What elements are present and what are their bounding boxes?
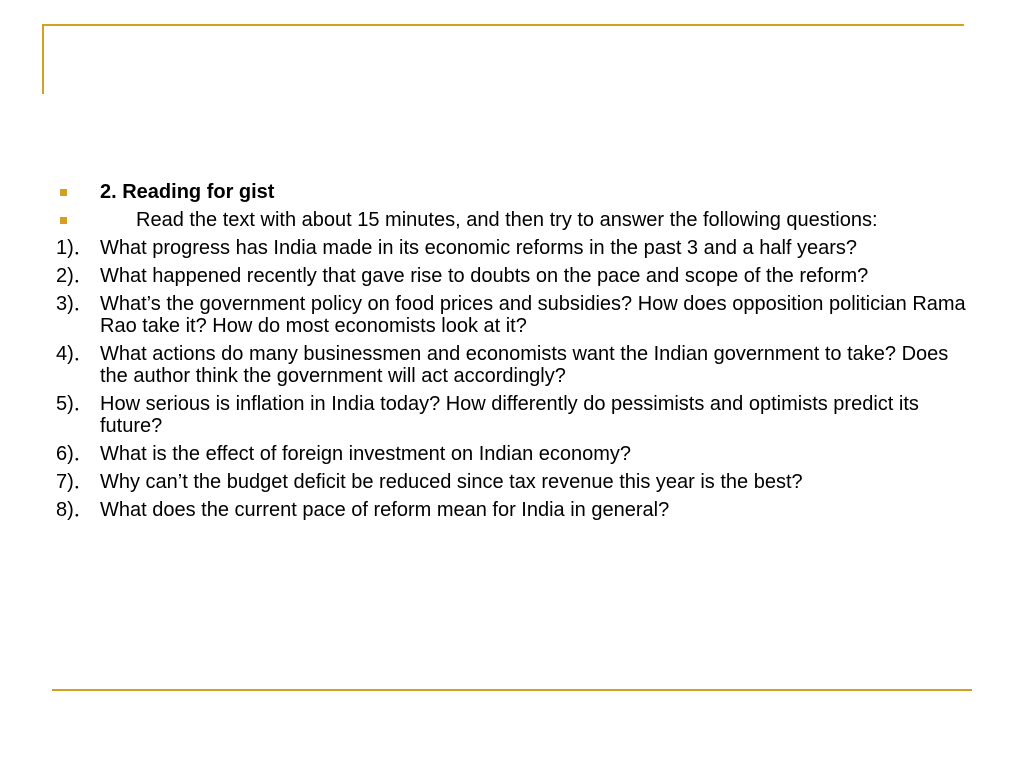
question-item: [56, 237, 976, 259]
square-bullet-icon: [60, 217, 67, 224]
frame-top-rule: [42, 24, 964, 26]
question-item: [56, 265, 976, 287]
frame-bottom-rule: [52, 689, 972, 691]
question-text: How serious is inflation in India today? How differently do pessimists and optimists predict its future?: [100, 393, 919, 437]
question-item: [56, 393, 976, 437]
instruction-text: Read the text with about 15 minutes, and then try to answer the following questions:: [136, 209, 878, 231]
question-item: [56, 343, 976, 387]
question-text: What actions do many businessmen and economists want the Indian government to take? Does the author think the government will act accordingly?: [100, 343, 949, 387]
question-number: 4)．: [56, 343, 94, 365]
slide-body: [56, 181, 976, 527]
question-number: 2)．: [56, 265, 94, 287]
question-text: What does the current pace of reform mean for India in general?: [100, 499, 670, 521]
question-number: 5)．: [56, 393, 94, 415]
frame-left-rule: [42, 24, 44, 94]
question-item: [56, 471, 976, 493]
question-number: 3)．: [56, 293, 94, 315]
question-text: What happened recently that gave rise to doubts on the pace and scope of the reform?: [100, 265, 869, 287]
bullet-item: [56, 209, 976, 231]
question-number: 6)．: [56, 443, 94, 465]
question-item: [56, 443, 976, 465]
section-heading: 2. Reading for gist: [100, 181, 275, 203]
question-text: What is the effect of foreign investment on Indian economy?: [100, 443, 632, 465]
question-text: What progress has India made in its economic reforms in the past 3 and a half years?: [100, 237, 858, 259]
question-number: 1)．: [56, 237, 94, 259]
square-bullet-icon: [60, 189, 67, 196]
question-text: What’s the government policy on food prices and subsidies? How does opposition politician Rama Rao take it? How do most economists look at it?: [100, 293, 966, 337]
question-number: 7)．: [56, 471, 94, 493]
question-item: [56, 293, 976, 337]
question-number: 8)．: [56, 499, 94, 521]
bullet-item: [56, 181, 976, 203]
question-text: Why can’t the budget deficit be reduced since tax revenue this year is the best?: [100, 471, 803, 493]
question-item: [56, 499, 976, 521]
